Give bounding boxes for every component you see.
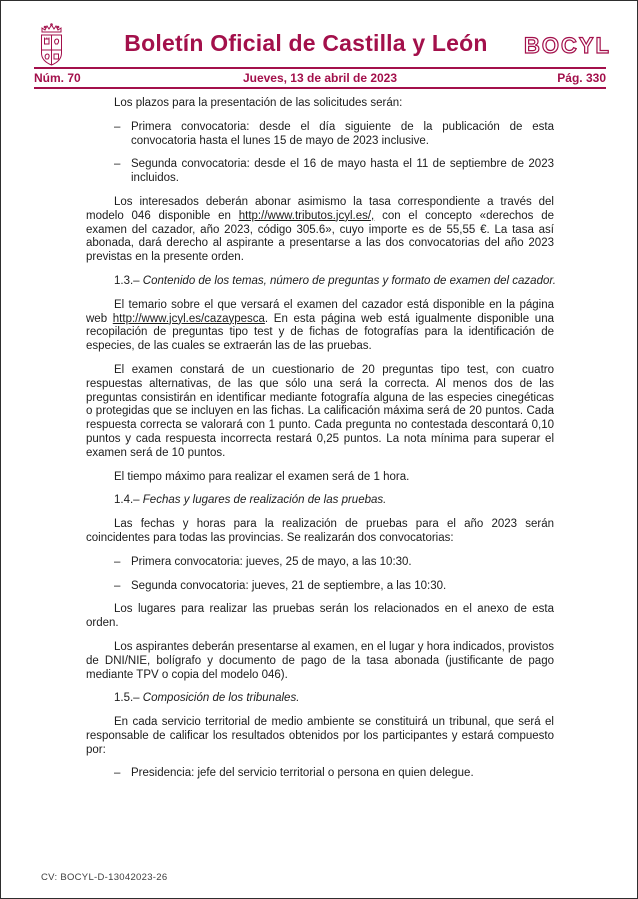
section-number: 1.4.– [114, 494, 143, 507]
list-item-segunda-convocatoria-solicitudes [114, 158, 554, 186]
bullet-dash: – [114, 555, 121, 568]
issue-meta-row [34, 71, 606, 85]
section-title: Composición de los tribunales. [142, 692, 300, 705]
section-heading-1-5 [114, 692, 554, 706]
list-item-text: Segunda convocatoria: jueves, 21 de septiembre, a las 10:30. [131, 579, 447, 592]
list-item-text: Segunda convocatoria: desde el 16 de mayo hasta el 11 de septiembre de 2023 incluidos. [131, 158, 554, 185]
paragraph-aspirantes: Los aspirantes deberán presentarse al examen, en el lugar y hora indicados, provistos de DNI/NIE, bolígrafo y documento de pago de la tasa abonada (justificante de pago mediante TPV o copia del modelo 046). [86, 640, 554, 681]
paragraph-text: con el concepto «derechos de examen del cazador, año 2023, código 305.6», cuyo importe es de 55,55 €. La tasa así abonada, dará derecho al aspirante a presentarse a las dos convocatorias del año 2023 previstas en la presente orden. [86, 209, 554, 264]
paragraph-temario [86, 299, 554, 354]
paragraph-text: Los interesados deberán abonar asimismo la tasa correspondiente a través del modelo 046 disponible en [86, 195, 554, 222]
paragraph-text: El temario sobre el que versará el examen del cazador está disponible en la página web [86, 298, 554, 325]
paragraph-examen-formato: El examen constará de un cuestionario de 20 preguntas tipo test, con cuatro respuestas alternativas, de las que sólo una será la correcta. Al menos dos de las preguntas consistirán en identificar mediante fotografía alguna de las especies cinegéticas o protegidas que se incluyen en las fichas. La calificación máxima será de 20 puntos. Cada respuesta correcta se valorará con 1 punto. Cada pregunta no contestada descontará 0,10 puntos y cada respuesta incorrecta restará 0,25 puntos. La nota mínima para superar el examen será de 10 puntos. [86, 363, 554, 459]
section-title: Contenido de los temas, número de preguntas y formato de examen del cazador. [142, 274, 556, 287]
section-heading-1-4 [114, 494, 554, 508]
bullet-dash: – [114, 579, 121, 592]
section-title: Fechas y lugares de realización de las pruebas. [142, 494, 387, 507]
list-item-segunda-convocatoria-fecha [114, 580, 554, 594]
paragraph-tribunal: En cada servicio territorial de medio ambiente se constituirá un tribunal, que será el responsable de calificar los resultados obtenidos por los participantes y estará compuesto por: [86, 716, 554, 756]
list-item-primera-convocatoria-fecha [114, 556, 554, 570]
issue-number: Núm. 70 [34, 71, 81, 85]
section-heading-1-3 [114, 275, 554, 289]
paragraph-fechas-horas: Las fechas y horas para la realización de pruebas para el año 2023 serán coincidentes para todas las provincias. Se realizarán dos convocatorias: [86, 518, 554, 544]
bullet-dash: – [114, 158, 121, 171]
section-number: 1.3.– [114, 274, 143, 287]
tributos-jcyl-link[interactable]: http://www.tributos.jcyl.es/, [238, 209, 375, 222]
document-body [86, 97, 554, 791]
bullet-dash: – [114, 767, 121, 780]
list-item-text: Presidencia: jefe del servicio territorial o persona en quien delegue. [131, 767, 474, 780]
paragraph-tasa [86, 196, 554, 265]
list-item-text: Primera convocatoria: desde el día siguiente de la publicación de esta convocatoria hasta el lunes 15 de mayo de 2023 inclusive. [131, 120, 554, 147]
castilla-y-leon-coat-of-arms-icon [38, 23, 65, 67]
cv-verification-code: CV: BOCYL-D-13042023-26 [41, 872, 168, 883]
bulletin-title: Boletín Oficial de Castilla y León [124, 30, 488, 56]
list-item-primera-convocatoria-solicitudes [114, 121, 554, 149]
list-item-presidencia [114, 767, 554, 781]
section-number: 1.5.– [114, 692, 143, 705]
paragraph-text: . En esta página web está igualmente disponible una recopilación de preguntas tipo test y de fichas de fotografías para la identificación de especies, de las cuales se extraerán las de las pruebas. [86, 312, 554, 353]
header-rule-top [34, 67, 606, 69]
page-number: Pág. 330 [557, 71, 606, 85]
paragraph-plazos: Los plazos para la presentación de las solicitudes serán: [114, 97, 403, 109]
list-item-text: Primera convocatoria: jueves, 25 de mayo, a las 10:30. [131, 555, 412, 568]
cazaypesca-link[interactable]: http://www.jcyl.es/cazaypesca [112, 312, 265, 325]
header-rule-bottom [34, 87, 606, 89]
issue-date: Jueves, 13 de abril de 2023 [242, 71, 398, 85]
paragraph-lugares: Los lugares para realizar las pruebas serán los relacionados en el anexo de esta orden. [86, 603, 554, 630]
bullet-dash: – [114, 120, 121, 133]
paragraph-tiempo-maximo: El tiempo máximo para realizar el examen será de 1 hora. [114, 470, 410, 483]
bocyl-logo: BOCYL [524, 33, 611, 58]
